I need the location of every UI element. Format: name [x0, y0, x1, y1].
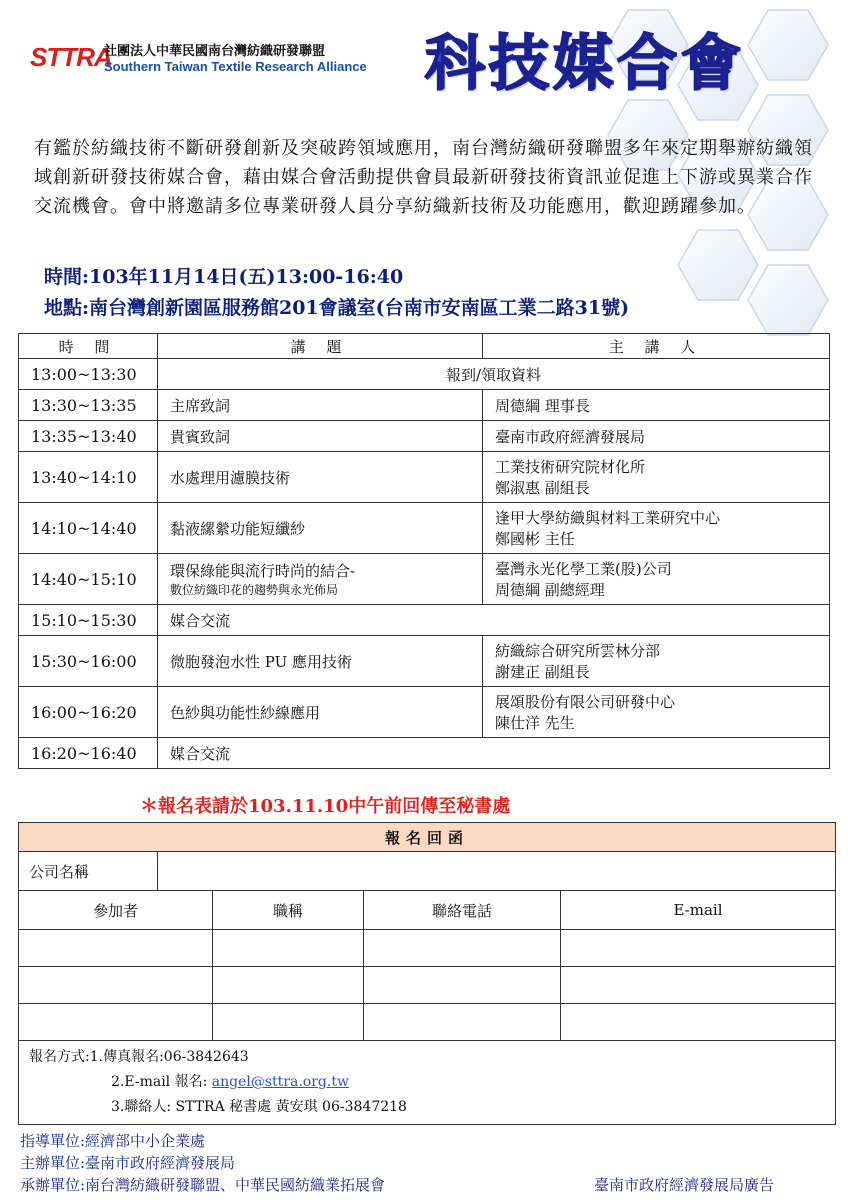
company-name-field[interactable]: [158, 852, 836, 891]
speaker-person: 周德綱 副總經理: [495, 581, 605, 599]
speaker-org: 展頌股份有限公司研發中心: [495, 693, 676, 711]
method-contact: 3.聯絡人: STTRA 秘書處 黃安琪 06-3847218: [111, 1099, 407, 1115]
speaker-person: 陳仕洋 先生: [495, 714, 575, 732]
phone-field[interactable]: [363, 967, 560, 1004]
event-time: 時間:103年11月14日(五)13:00-16:40: [44, 266, 404, 288]
email-field[interactable]: [560, 1004, 835, 1041]
title-field[interactable]: [212, 1004, 363, 1041]
cell-time: 13:00~13:30: [19, 359, 158, 390]
cell-speaker: 周德綱 理事長: [483, 390, 830, 421]
topic-sub: 數位紡織印花的趨勢與永光佈局: [170, 583, 339, 597]
cell-time: 13:40~14:10: [19, 452, 158, 503]
table-row: [19, 503, 830, 554]
email-field[interactable]: [560, 930, 835, 967]
header-topic: 講 題: [158, 334, 483, 359]
org-name-en: Southern Taiwan Textile Research Alliance: [104, 59, 367, 74]
participant-field[interactable]: [19, 1004, 213, 1041]
cell-time: 15:30~16:00: [19, 636, 158, 687]
deadline-notice: ＊報名表請於103.11.10中午前回傳至秘書處: [140, 796, 511, 817]
company-label: 公司名稱: [19, 852, 158, 891]
title-field[interactable]: [212, 930, 363, 967]
cell-speaker: [483, 503, 830, 554]
cell-time: 13:30~13:35: [19, 390, 158, 421]
cell-topic: 媒合交流: [158, 738, 830, 769]
cell-speaker: [483, 636, 830, 687]
col-participant: 參加者: [19, 891, 213, 930]
cell-topic: 媒合交流: [158, 605, 830, 636]
host-unit: 主辦單位:臺南市政府經濟發展局: [20, 1154, 236, 1172]
method-email: [29, 1070, 825, 1095]
cell-topic: 貴賓致詞: [158, 421, 483, 452]
form-row: [19, 930, 836, 967]
col-title: 職稱: [212, 891, 363, 930]
guide-unit: 指導單位:經濟部中小企業處: [20, 1132, 206, 1150]
event-info: [44, 262, 629, 324]
cell-time: 14:40~15:10: [19, 554, 158, 605]
speaker-org: 臺灣永光化學工業(股)公司: [495, 560, 672, 578]
table-row: [19, 687, 830, 738]
method-fax: 報名方式:1.傳真報名:06-3842643: [29, 1049, 249, 1065]
table-row: [19, 421, 830, 452]
phone-field[interactable]: [363, 930, 560, 967]
organizer-unit: 承辦單位:南台灣紡織研發聯盟、中華民國紡織業拓展會: [20, 1176, 386, 1194]
sttra-logo: [30, 40, 367, 74]
header-speaker: 主 講 人: [483, 334, 830, 359]
cell-time: 16:00~16:20: [19, 687, 158, 738]
cell-topic: 微胞發泡水性 PU 應用技術: [158, 636, 483, 687]
speaker-org: 紡織綜合研究所雲林分部: [495, 642, 661, 660]
table-row: [19, 636, 830, 687]
footer-ad-credit: 臺南市政府經濟發展局廣告: [594, 1176, 775, 1194]
cell-speaker: [483, 554, 830, 605]
intro-paragraph: 有鑑於紡織技術不斷研發創新及突破跨領域應用，南台灣紡織研發聯盟多年來定期舉辦紡織領域創新研發技術媒合會，藉由媒合會活動提供會員最新研發技術資訊並促進上下游或異業合作交流機會。會中將邀請多位專業研發人員分享紡織新技術及功能應用，歡迎踴躍參加。: [34, 138, 813, 217]
cell-speaker: [483, 452, 830, 503]
table-row: [19, 554, 830, 605]
registration-form: [18, 822, 836, 1125]
speaker-person: 謝建正 副組長: [495, 663, 590, 681]
footer-organizers: [20, 1130, 385, 1196]
title-field[interactable]: [212, 967, 363, 1004]
table-row: [19, 738, 830, 769]
page-title: 科技媒合會: [425, 29, 745, 99]
cell-time: 14:10~14:40: [19, 503, 158, 554]
phone-field[interactable]: [363, 1004, 560, 1041]
email-link[interactable]: angel@sttra.org.tw: [211, 1074, 349, 1090]
topic-main: 環保綠能與流行時尚的結合-: [170, 562, 356, 580]
cell-topic: 報到/領取資料: [158, 359, 830, 390]
cell-topic: 主席致詞: [158, 390, 483, 421]
speaker-org: 逢甲大學紡織與材料工業研究中心: [495, 509, 721, 527]
registration-title: 報名回函: [19, 823, 836, 852]
cell-speaker: 臺南市政府經濟發展局: [483, 421, 830, 452]
logo-mark: STTRA: [30, 41, 112, 72]
event-place: 地點:南台灣創新園區服務館201會議室(台南市安南區工業二路31號): [44, 297, 630, 319]
speaker-person: 鄭淑惠 副組長: [495, 479, 590, 497]
speaker-org: 工業技術研究院材化所: [495, 458, 646, 476]
header-time: 時 間: [19, 334, 158, 359]
cell-time: 16:20~16:40: [19, 738, 158, 769]
cell-time: 15:10~15:30: [19, 605, 158, 636]
table-row: [19, 605, 830, 636]
cell-topic: 色紗與功能性紗線應用: [158, 687, 483, 738]
participant-field[interactable]: [19, 930, 213, 967]
col-email: E-mail: [560, 891, 835, 930]
table-row: [19, 359, 830, 390]
registration-methods: [19, 1041, 836, 1125]
cell-speaker: [483, 687, 830, 738]
cell-topic: 水處理用濾膜技術: [158, 452, 483, 503]
method-email-label: 2.E-mail 報名:: [111, 1074, 208, 1090]
cell-topic: [158, 554, 483, 605]
participant-field[interactable]: [19, 967, 213, 1004]
agenda-table: [18, 333, 830, 769]
col-phone: 聯絡電話: [363, 891, 560, 930]
cell-time: 13:35~13:40: [19, 421, 158, 452]
form-row: [19, 967, 836, 1004]
cell-topic: 黏液縲縈功能短纖紗: [158, 503, 483, 554]
email-field[interactable]: [560, 967, 835, 1004]
table-row: [19, 390, 830, 421]
speaker-person: 鄭國彬 主任: [495, 530, 575, 548]
table-row: [19, 452, 830, 503]
form-row: [19, 1004, 836, 1041]
org-name-zh: 社團法人中華民國南台灣紡織研發聯盟: [104, 43, 326, 58]
